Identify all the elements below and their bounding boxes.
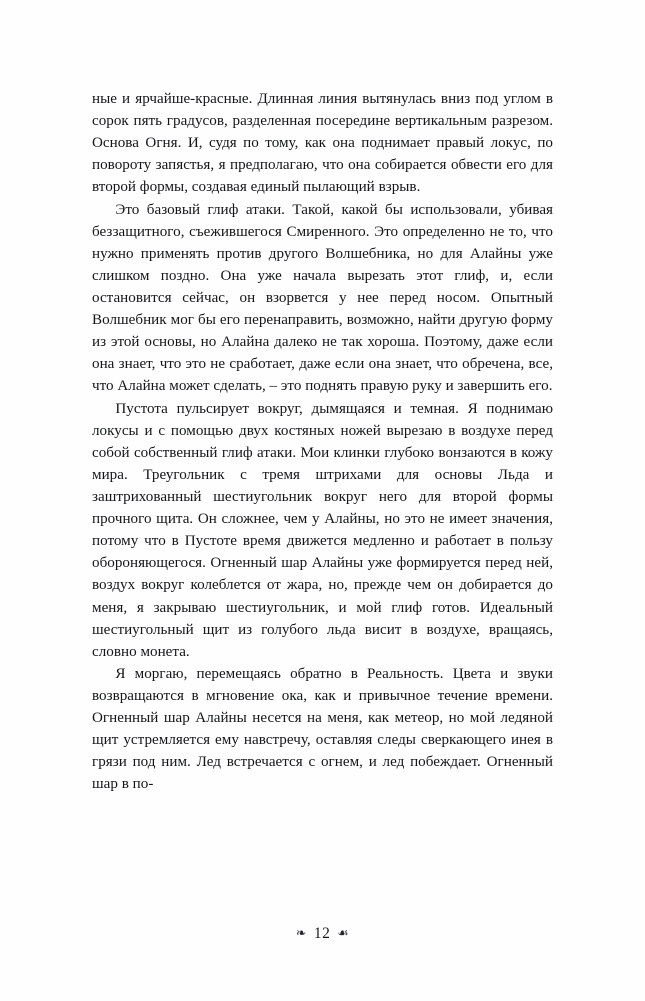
page-number: 12	[313, 925, 331, 942]
page-body	[92, 88, 553, 796]
page-footer	[0, 925, 645, 943]
paragraph-4: Я моргаю, перемещаясь обратно в Реальность. Цвета и звуки возвращаются в мгновение ока, как и привычное течение времени. Огненный шар Алайны несется на меня, как метеор, но мой ледяной щит устремляется ему навстречу, оставляя следы сверкающего инея в грязи под ним. Лед встречается с огнем, и лед побеждает. Огненный шар в по-	[92, 665, 553, 793]
ornament-left-icon: ❧	[295, 926, 307, 940]
ornament-right-icon: ☙	[337, 926, 350, 940]
paragraph-3: Пустота пульсирует вокруг, дымящаяся и темная. Я поднимаю локусы и с помощью двух костяных ножей вырезаю в воздухе перед собой собственный глиф атаки. Мои клинки глубоко вонзаются в кожу мира. Треугольник с тремя штрихами для основы Льда и заштрихованный шестиугольник вокруг него для второй формы прочного щита. Он сложнее, чем у Алайны, но это не имеет значения, потому что в Пустоте время движется медленно и работает в пользу обороняющегося. Огненный шар Алайны уже формируется перед ней, воздух вокруг колеблется от жара, но, прежде чем он добирается до меня, я закрываю шестиугольник, и мой глиф готов. Идеальный шестиугольный щит из голубого льда висит в воздухе, вращаясь, словно монета.	[92, 400, 553, 660]
paragraph-2: Это базовый глиф атаки. Такой, какой бы использовали, убивая беззащитного, съежившегося Смиренного. Это определенно не то, что нужно применять против другого Волшебника, но для Алайны уже слишком поздно. Она уже начала вырезать этот глиф, и, если остановится сейчас, он взорвется у нее перед носом. Опытный Волшебник мог бы его перенаправить, возможно, найти другую форму из этой основы, но Алайна далеко не так хороша. Поэтому, даже если она знает, что это не сработает, даже если она знает, что обречена, все, что Алайна может сделать, – это поднять правую руку и завершить его.	[92, 201, 553, 395]
paragraph-1: ные и ярчайше-красные. Длинная линия вытянулась вниз под углом в сорок пять градусов, разделенная посередине вертикальным разрезом. Основа Огня. И, судя по тому, как она поднимает правый локус, по повороту запястья, я предполагаю, что она собирается обвести его для второй формы, создавая единый пылающий взрыв.	[92, 91, 553, 196]
